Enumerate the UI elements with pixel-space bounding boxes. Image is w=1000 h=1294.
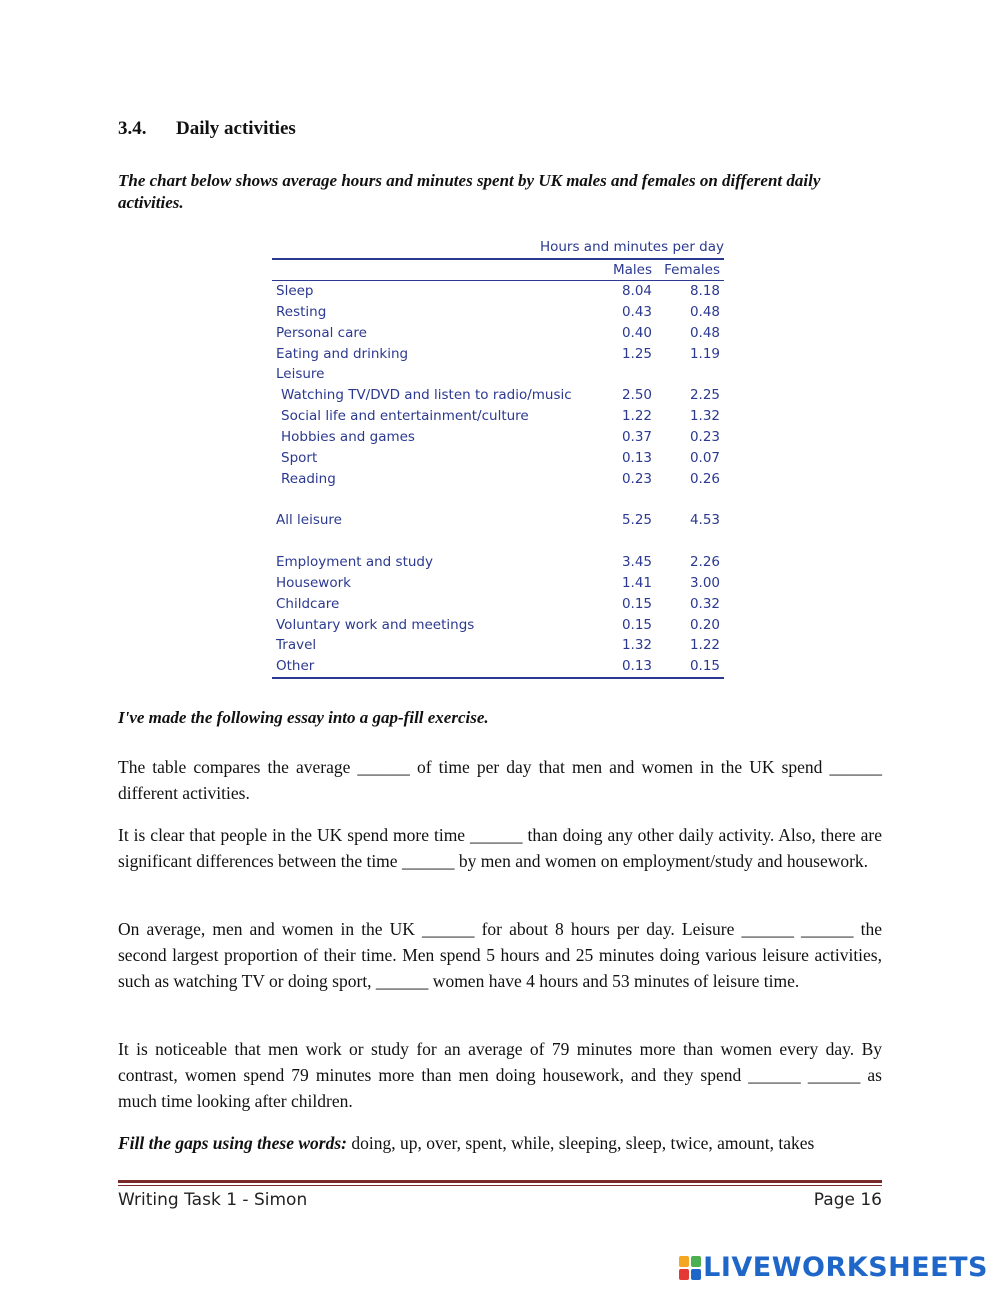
row-males-value: 3.45 xyxy=(621,553,652,570)
essay-paragraph-4: It is noticeable that men work or study for an average of 79 minutes more than women every day. By contrast, women spend 79 minutes more than men doing housework, and they spend ______ ______ as much time looking after children. xyxy=(118,1039,882,1111)
row-males-value: 8.04 xyxy=(621,283,652,299)
table-row xyxy=(272,406,724,427)
row-label: Sleep xyxy=(276,283,314,299)
table-row xyxy=(272,385,724,406)
word-bank-label: Fill the gaps using these words: xyxy=(118,1133,348,1153)
section-heading xyxy=(118,118,296,140)
row-females-value: 1.19 xyxy=(689,345,720,362)
row-females-value: 0.20 xyxy=(689,616,720,633)
row-females-value: 2.25 xyxy=(689,387,720,404)
row-males-value: 0.13 xyxy=(621,658,652,675)
table-body xyxy=(272,281,724,677)
row-males-value: 0.13 xyxy=(621,449,652,466)
essay-paragraph-2: It is clear that people in the UK spend more time ______ than doing any other daily activity. Also, there are significant differences between the time ______ by men and women on employment/study and housework. xyxy=(118,825,882,871)
table-row xyxy=(272,281,724,302)
row-females-value: 0.32 xyxy=(689,595,720,612)
row-females-value: 0.48 xyxy=(689,303,720,320)
row-males-value: 1.41 xyxy=(621,574,652,591)
table-row xyxy=(272,656,724,677)
row-label: Voluntary work and meetings xyxy=(276,616,475,633)
row-males-value: 0.37 xyxy=(621,428,652,445)
footer-rule-thick xyxy=(118,1180,882,1183)
table-bottom-rule xyxy=(272,677,724,679)
header-males: Males xyxy=(612,262,652,278)
table-header-row xyxy=(272,260,724,281)
table-row xyxy=(272,635,724,656)
row-females-value: 3.00 xyxy=(689,574,720,591)
table-row xyxy=(272,302,724,323)
row-males-value: 5.25 xyxy=(621,512,652,529)
row-females-value: 2.26 xyxy=(689,553,720,570)
section-number: 3.4. xyxy=(118,118,147,139)
row-label: Other xyxy=(276,658,315,675)
activity-table xyxy=(272,238,724,679)
row-females-value: 0.15 xyxy=(689,658,720,675)
table-row xyxy=(272,323,724,344)
row-label: Personal care xyxy=(276,324,367,341)
row-males-value: 0.15 xyxy=(621,616,652,633)
word-bank xyxy=(118,1130,882,1156)
table-row xyxy=(272,510,724,531)
table-row xyxy=(272,427,724,448)
row-label: Watching TV/DVD and listen to radio/music xyxy=(281,387,572,404)
logo-tile xyxy=(691,1256,701,1267)
essay-paragraph-1: The table compares the average ______ of time per day that men and women in the UK spend ______ different activities. xyxy=(118,757,882,803)
row-females-value: 1.32 xyxy=(689,408,720,425)
table-row xyxy=(272,615,724,636)
logo-tile xyxy=(679,1256,689,1267)
table-caption: Hours and minutes per day xyxy=(539,239,724,255)
row-label: Childcare xyxy=(276,595,340,612)
row-males-value: 1.25 xyxy=(621,345,652,362)
table-row xyxy=(272,531,724,552)
logo-tile xyxy=(691,1269,701,1280)
row-label: Social life and entertainment/culture xyxy=(281,408,529,425)
row-label: Eating and drinking xyxy=(276,345,409,362)
row-females-value: 0.07 xyxy=(689,449,720,466)
row-label: Employment and study xyxy=(276,553,433,570)
liveworksheets-mark-icon xyxy=(679,1256,701,1280)
table-row xyxy=(272,573,724,594)
header-females: Females xyxy=(664,262,720,278)
page-number: Page 16 xyxy=(813,1190,882,1210)
row-label: Reading xyxy=(281,470,336,487)
logo-tile xyxy=(679,1269,689,1280)
row-females-value: 0.26 xyxy=(689,470,720,487)
row-males-value: 0.40 xyxy=(621,324,652,341)
row-label: Sport xyxy=(281,449,318,466)
row-males-value: 0.15 xyxy=(621,595,652,612)
row-females-value: 0.48 xyxy=(689,324,720,341)
table-row xyxy=(272,448,724,469)
row-males-value: 2.50 xyxy=(621,387,652,404)
row-label: Leisure xyxy=(276,366,325,383)
row-label: Travel xyxy=(276,637,317,654)
row-males-value: 0.23 xyxy=(621,470,652,487)
row-males-value: 1.22 xyxy=(621,408,652,425)
row-females-value: 0.23 xyxy=(689,428,720,445)
table-row xyxy=(272,552,724,573)
brand-text: LIVEWORKSHEETS xyxy=(703,1252,988,1283)
table-row xyxy=(272,594,724,615)
row-label: All leisure xyxy=(276,512,342,529)
task-prompt: The chart below shows average hours and minutes spent by UK males and females on different daily activities. xyxy=(118,171,821,212)
footer-rule-thin xyxy=(118,1185,882,1186)
footer-title: Writing Task 1 - Simon xyxy=(118,1190,308,1210)
row-label: Hobbies and games xyxy=(281,428,415,445)
row-females-value: 1.22 xyxy=(689,637,720,654)
table-row xyxy=(272,469,724,490)
row-males-value: 0.43 xyxy=(621,303,652,320)
row-females-value: 4.53 xyxy=(689,512,720,529)
essay-paragraph-3: On average, men and women in the UK ______ for about 8 hours per day. Leisure ______ ______ the second largest proportion of their time. Men spend 5 hours and 25 minutes doing various leisure activities, such as watching TV or doing sport, ______ women have 4 hours and 53 minutes of leisure time. xyxy=(118,919,882,991)
table-row xyxy=(272,364,724,385)
row-label: Housework xyxy=(276,574,351,591)
row-label: Resting xyxy=(276,303,327,320)
section-title: Daily activities xyxy=(176,118,296,139)
liveworksheets-logo[interactable] xyxy=(679,1252,988,1283)
row-males-value: 1.32 xyxy=(621,637,652,654)
exercise-intro: I've made the following essay into a gap-fill exercise. xyxy=(118,708,489,727)
row-females-value: 8.18 xyxy=(689,283,720,299)
table-row xyxy=(272,489,724,510)
word-bank-words: doing, up, over, spent, while, sleeping, sleep, twice, amount, takes xyxy=(347,1133,815,1153)
table-row xyxy=(272,344,724,365)
